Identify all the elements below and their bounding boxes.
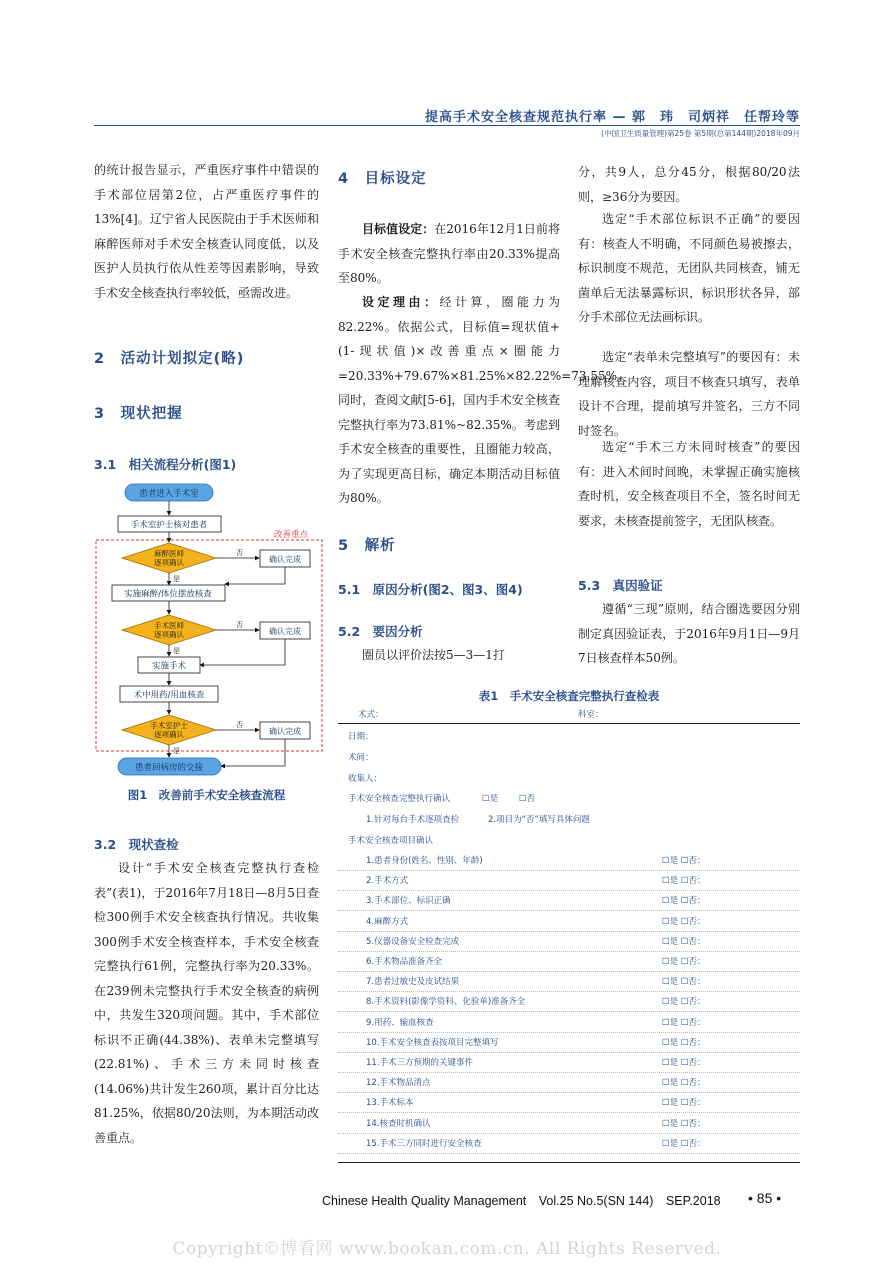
table-item-checkbox[interactable]: ☐是 ☐否：	[662, 1037, 706, 1048]
col3-paragraph-2: 选定“表单未完整填写”的要因有：未理解核查内容，项目不核查只填写，表单设计不合理，提前填写并签名，三方不同时签名。	[578, 350, 800, 438]
table-items-header: 手术安全核查项目确认	[348, 836, 434, 846]
section-5-1-heading: 5.1 原因分析(图2、图3、图4)	[338, 582, 523, 597]
col1-intro-paragraph: 的统计报告显示，严重医疗事件中错误的手术部位居第2位，占严重医疗事件的13%[4]。辽宁省人民医院由于手术医师和麻醉医师对手术安全核查认同度低，以及医护人员执行依从性差等因素影响，导致手术安全核查执行率较低，亟需改进。	[94, 163, 319, 300]
reason-label: 设定理由：	[362, 295, 440, 309]
table-row-separator	[338, 1092, 800, 1093]
table-row-separator	[338, 1133, 800, 1134]
flow-no-1: 否	[236, 549, 243, 557]
flow-decision-2-line2: 逐项确认	[154, 630, 184, 639]
flow-confirm-text-3: 确认完成	[269, 727, 301, 736]
target-label: 目标值设定：	[362, 222, 435, 236]
figure-1-caption: 图1 改善前手术安全核查流程	[127, 788, 286, 802]
table-department-label: 科室：	[578, 710, 604, 720]
copyright-watermark: Copyright©博看网 www.bookan.com.cn. All Rights Reserved.	[172, 1239, 722, 1259]
table-item-checkbox[interactable]: ☐是 ☐否：	[662, 856, 706, 866]
col3-continued-paragraph: 分，共9人，总分45分，根据80/20法则，≥36分为要因。	[578, 165, 800, 204]
section-5-2-paragraph: 圈员以评价法按5—3—1打	[362, 648, 505, 662]
table-item-label: 2.手术方式	[366, 876, 409, 887]
flow-yes-3: 是	[173, 747, 180, 755]
section-3-2-paragraph: 设计“手术安全核查完整执行查检表”(表1)，于2016年7月18日—8月5日查检300例手术安全核查执行情况。共收集300例手术安全核查样本，手术安全核查完整执行61例，完整执行率为20.33%。在239例未完整执行手术安全核查的病例中，共发生320项问题。其中，手术部位标识不正确(44.38%)、表单未完整填写(22.81%)、手术三方未同时核查(14.06%)共计发生260项，累计百分比达81.25%，依据80/20法则，为本期活动改善重点。	[94, 861, 319, 1145]
table-top-rule	[338, 723, 800, 724]
table-item-checkbox[interactable]: ☐是 ☐否：	[662, 936, 706, 947]
table-item-checkbox[interactable]: ☐是 ☐否：	[662, 876, 706, 887]
improve-focus-box	[96, 540, 322, 751]
table-row-separator	[338, 1032, 800, 1033]
table-row-separator	[338, 870, 800, 871]
improve-focus-label: 改善重点	[274, 530, 309, 540]
table-row-separator	[338, 1052, 800, 1053]
table-row-separator	[338, 971, 800, 972]
flow-decision-1-line1: 麻醉医师	[154, 549, 184, 558]
table-item-label: 3.手术部位、标识正确	[366, 896, 451, 907]
section-2-heading: 2 活动计划拟定(略)	[94, 351, 245, 367]
flow-decision-2-line1: 手术医师	[154, 621, 184, 630]
table-item-checkbox[interactable]: ☐是 ☐否：	[662, 957, 706, 967]
table-item-label: 14.核查时机确认	[366, 1118, 431, 1129]
section-3-2-heading: 3.2 现状查检	[94, 837, 179, 852]
reason-paragraph	[338, 290, 630, 511]
flow-decision-3-line2: 逐项确认	[154, 730, 184, 739]
header-rule	[94, 125, 800, 126]
flow-no-2: 否	[236, 621, 243, 629]
table-bottom-rule	[338, 1162, 800, 1163]
table-item-checkbox[interactable]: ☐是 ☐否：	[662, 1098, 706, 1109]
section-3-1-heading: 3.1 相关流程分析(图1)	[94, 457, 237, 472]
flow-end-text: 患者回病房的交接	[134, 763, 204, 773]
table-item-checkbox[interactable]: ☐是 ☐否：	[662, 1078, 706, 1089]
section-5-2-heading: 5.2 要因分析	[338, 624, 423, 639]
flow-decision-1-line2: 逐项确认	[154, 558, 184, 567]
flow-start-text: 患者进入手术室	[139, 489, 199, 499]
table-complete-no[interactable]: ☐否	[519, 794, 536, 804]
table-row-separator	[338, 991, 800, 992]
section-4-heading: 4 目标设定	[338, 171, 427, 187]
table-date-label: 日期：	[348, 732, 374, 742]
flow-no-3: 否	[236, 721, 243, 729]
table-row-separator	[338, 1072, 800, 1073]
table-item-label: 11.手术三方预期的关键事件	[366, 1058, 474, 1068]
table-note-1: 1.针对每台手术逐项查检	[366, 815, 460, 825]
table-item-label: 12.手术物品清点	[366, 1078, 431, 1089]
footer-journal-info: Chinese Health Quality Management Vol.25 No.5(SN 144) SEP.2018	[322, 1194, 721, 1208]
table-row-separator	[338, 1153, 800, 1154]
table-item-checkbox[interactable]: ☐是 ☐否：	[662, 896, 706, 907]
table-item-checkbox[interactable]: ☐是 ☐否：	[662, 1017, 706, 1028]
running-header-title: 提高手术安全核查规范执行率 — 郭 玮 司炳祥 任帮玲等	[424, 110, 800, 125]
table-complete-yes[interactable]: ☐是	[482, 794, 499, 804]
table-row-separator	[338, 910, 800, 911]
flow-anes-check-text: 实施麻醉/体位摆放核查	[124, 589, 212, 600]
col3-paragraph-3: 选定“手术三方未同时核查”的要因有：进入术间时间晚，未掌握正确实施核查时机，安全核查项目不全，签名时间无要求，未核查提前签字，无团队核查。	[578, 440, 800, 528]
table-surgery-type-label: 术式：	[358, 710, 384, 720]
flow-confirm-text-2: 确认完成	[269, 627, 301, 636]
target-text: 在2016年12月1日前将手术安全核查完整执行率由20.33%提高至80%。	[338, 222, 560, 285]
table-item-label: 13.手术标本	[366, 1098, 414, 1109]
table-item-label: 1.患者身份(姓名、性别、年龄)	[366, 856, 483, 866]
table-item-checkbox[interactable]: ☐是 ☐否：	[662, 977, 706, 988]
section-5-3-heading: 5.3 真因验证	[578, 578, 663, 593]
table-item-label: 15.手术三方同时进行安全核查	[366, 1138, 482, 1149]
flow-confirm-text-1: 确认完成	[269, 555, 301, 564]
table-item-label: 8.手术资料(影像学资料、化验单)准备齐全	[366, 997, 526, 1008]
flowchart-figure-1	[94, 478, 326, 778]
table-row-separator	[338, 1011, 800, 1012]
flow-decision-3-line1: 手术室护士	[150, 721, 188, 730]
table-complete-label: 手术安全核查完整执行确认	[348, 794, 451, 804]
col3-paragraph-1: 选定“手术部位标识不正确”的要因有：核查人不明确，不同颜色易被擦去，标识制度不规范，无团队共同核查，铺无菌单后无法暴露标识，标识形状各异，部分手术部位无法画标识。	[578, 212, 800, 324]
table-1-caption: 表1 手术安全核查完整执行查检表	[478, 689, 660, 703]
section-5-3-paragraph: 遵循“三现”原则，结合圈选要因分别制定真因验证表，于2016年9月1日—9月7日核查样本50例。	[578, 602, 800, 665]
section-5-heading: 5 解析	[338, 538, 396, 554]
table-row-separator	[338, 1112, 800, 1113]
target-paragraph	[338, 217, 560, 291]
table-item-label: 4.麻醉方式	[366, 916, 409, 927]
reason-text: 经计算，圈能力为82.22%。依据公式，目标值=现状值+(1-现状值)×改善重点×圈能力=20.33%+79.67%×81.25%×82.22%=73.55%。同时，查阅文献[5-6]，国内手术安全核查完整执行率为73.81%~82.35%。考虑到手术安全核查的重要性，且圈能力较高，为了实现更高目标，确定本期活动目标值为80%。	[338, 295, 630, 505]
table-item-checkbox[interactable]: ☐是 ☐否：	[662, 1138, 706, 1149]
flow-yes-1: 是	[173, 575, 180, 583]
table-note-2: 2.项目为“否”填写具体问题	[488, 815, 590, 825]
flow-nurse-check-text: 手术室护士核对患者	[130, 520, 208, 531]
table-item-label: 6.手术物品准备齐全	[366, 957, 443, 967]
table-room-label: 术间：	[348, 753, 374, 763]
table-item-checkbox[interactable]: ☐是 ☐否：	[662, 916, 706, 927]
table-collector-label: 收集人：	[348, 774, 383, 784]
table-item-label: 10.手术安全核查表按项目完整填写	[366, 1037, 499, 1048]
table-row-separator	[338, 951, 800, 952]
table-item-label: 9.用药、输血核查	[366, 1017, 434, 1028]
table-item-label: 7.患者过敏史及皮试结果	[366, 977, 460, 988]
table-item-checkbox[interactable]: ☐是 ☐否：	[662, 1058, 706, 1068]
table-row-separator	[338, 931, 800, 932]
table-row-separator	[338, 890, 800, 891]
running-header-subtitle: (中国卫生质量管理)第25卷 第5期(总第144期)2018年09月	[601, 129, 800, 138]
table-item-checkbox[interactable]: ☐是 ☐否：	[662, 997, 706, 1008]
table-item-label: 5.仪器设备安全检查完成	[366, 936, 460, 947]
flow-yes-2: 是	[173, 647, 180, 655]
flow-drug-check-text: 术中用药/用血核查	[133, 690, 205, 701]
table-item-checkbox[interactable]: ☐是 ☐否：	[662, 1118, 706, 1129]
flow-surgery-text: 实施手术	[151, 661, 187, 672]
footer-page-number: • 85 •	[748, 1190, 782, 1206]
section-3-heading: 3 现状把握	[94, 406, 183, 422]
